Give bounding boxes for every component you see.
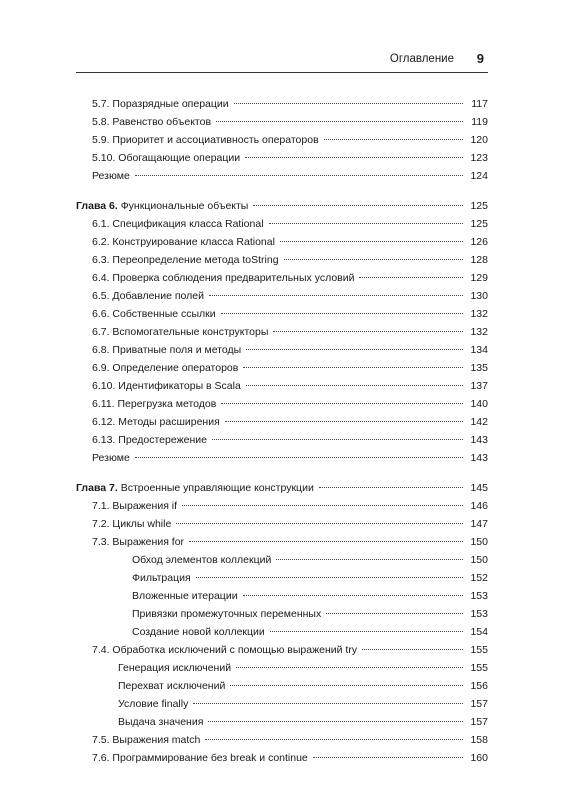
toc-entry-title [92, 641, 357, 659]
dot-leader [216, 121, 463, 122]
toc-page-number: 125 [470, 218, 488, 230]
dot-leader [225, 421, 463, 422]
dot-leader [280, 241, 463, 242]
toc-entry-title [92, 149, 240, 167]
toc-page-number: 140 [470, 398, 488, 410]
toc-page-number: 150 [470, 554, 488, 566]
toc-chapter-entry[interactable] [76, 479, 488, 497]
toc-entry-title [92, 449, 130, 467]
toc-page-number: 153 [470, 608, 488, 620]
toc-entry[interactable] [76, 533, 488, 551]
toc-entry-text: 6.6. Собственные ссылки [92, 308, 216, 320]
toc-entry[interactable] [76, 287, 488, 305]
toc-page-number: 158 [470, 734, 488, 746]
toc-page-number: 155 [470, 644, 488, 656]
dot-leader [324, 139, 463, 140]
toc-entry-title [92, 731, 200, 749]
toc-entry-title [92, 95, 229, 113]
dot-leader [313, 757, 463, 758]
toc-entry-text: 6.4. Проверка соблюдения предварительных условий [92, 272, 355, 284]
toc-entry-text: 5.8. Равенство объектов [92, 116, 212, 128]
toc-entry-title [92, 533, 184, 551]
toc-page-number: 156 [470, 680, 488, 692]
dot-leader [359, 277, 463, 278]
chapter-number: Глава 6. [76, 200, 118, 212]
dot-leader [176, 523, 463, 524]
dot-leader [135, 457, 463, 458]
dot-leader [243, 367, 463, 368]
dot-leader [234, 103, 463, 104]
dot-leader [362, 649, 463, 650]
toc-page-number: 129 [470, 272, 488, 284]
dot-leader [326, 613, 463, 614]
toc-entry-title [118, 677, 225, 695]
toc-entry-title [92, 377, 241, 395]
toc-entry-title [92, 323, 268, 341]
toc-entry[interactable] [76, 641, 488, 659]
toc-entry-title [92, 413, 220, 431]
toc-entry-title [76, 479, 314, 497]
running-header [76, 50, 488, 73]
toc-entry-text: 6.2. Конструирование класса Rational [92, 236, 275, 248]
toc-entry-title [92, 431, 207, 449]
toc-page-number: 146 [470, 500, 488, 512]
dot-leader [135, 175, 463, 176]
toc-entry[interactable] [76, 497, 488, 515]
toc-page-number: 130 [470, 290, 488, 302]
chapter-number: Глава 7. [76, 482, 118, 494]
toc-entry-text: Привязки промежуточных переменных [132, 608, 322, 620]
dot-leader [246, 349, 463, 350]
table-of-contents [76, 95, 488, 767]
dot-leader [230, 685, 463, 686]
toc-page-number: 119 [471, 116, 488, 128]
toc-entry-title [92, 305, 216, 323]
toc-entry-text: 7.5. Выражения match [92, 734, 201, 746]
toc-page-number: 142 [470, 416, 488, 428]
toc-entry-text: Выдача значения [118, 716, 204, 728]
toc-page-number: 157 [470, 698, 488, 710]
dot-leader [193, 703, 463, 704]
toc-entry[interactable] [76, 377, 488, 395]
toc-entry-text: 6.1. Спецификация класса Rational [92, 218, 264, 230]
toc-page-number: 145 [470, 482, 488, 494]
toc-entry[interactable] [76, 431, 488, 449]
toc-entry-text: 7.6. Программирование без break и continue [92, 752, 308, 764]
toc-entry[interactable] [76, 323, 488, 341]
toc-entry-title [92, 131, 319, 149]
toc-entry[interactable] [76, 623, 488, 641]
toc-entry-text: Создание новой коллекции [132, 626, 265, 638]
dot-leader [245, 157, 463, 158]
toc-page-number: 134 [470, 344, 488, 356]
toc-entry-title [92, 167, 130, 185]
dot-leader [269, 223, 463, 224]
toc-entry-title [92, 341, 241, 359]
toc-entry-text: 7.2. Циклы while [92, 518, 172, 530]
toc-entry-text: Перехват исключений [118, 680, 226, 692]
toc-chapter-entry[interactable] [76, 197, 488, 215]
dot-leader [270, 631, 463, 632]
toc-entry-text: 7.3. Выражения for [92, 536, 185, 548]
toc-entry-title [132, 623, 265, 641]
dot-leader [196, 577, 463, 578]
toc-entry[interactable] [76, 449, 488, 467]
dot-leader [212, 439, 463, 440]
toc-entry-text: Условие finally [118, 698, 189, 710]
toc-page-number: 155 [470, 662, 488, 674]
toc-entry-title [118, 713, 203, 731]
toc-entry-title [92, 113, 211, 131]
toc-entry[interactable] [76, 149, 488, 167]
page-number: 9 [476, 51, 484, 66]
toc-page-number: 143 [470, 452, 488, 464]
toc-page-number: 124 [470, 170, 488, 182]
toc-entry[interactable] [76, 269, 488, 287]
dot-leader [209, 295, 463, 296]
toc-entry[interactable] [76, 215, 488, 233]
dot-leader [253, 205, 463, 206]
toc-entry[interactable] [76, 413, 488, 431]
toc-page-number: 152 [470, 572, 488, 584]
toc-entry[interactable] [76, 677, 488, 695]
toc-entry[interactable] [76, 659, 488, 677]
dot-leader [319, 487, 463, 488]
toc-page-number: 147 [470, 518, 488, 530]
toc-entry[interactable] [76, 605, 488, 623]
dot-leader [243, 595, 463, 596]
toc-entry-title [132, 605, 321, 623]
toc-entry-title [92, 497, 177, 515]
toc-entry-text: 6.12. Методы расширения [92, 416, 220, 428]
toc-entry-title [92, 749, 308, 767]
toc-entry-title [92, 515, 171, 533]
toc-page-number: 153 [470, 590, 488, 602]
toc-entry-title [118, 659, 231, 677]
toc-entry[interactable] [76, 515, 488, 533]
dot-leader [221, 313, 463, 314]
toc-page-number: 137 [470, 380, 488, 392]
toc-entry[interactable] [76, 551, 488, 569]
toc-entry-text: 6.7. Вспомогательные конструкторы [92, 326, 269, 338]
toc-entry[interactable] [76, 251, 488, 269]
toc-entry[interactable] [76, 569, 488, 587]
toc-entry-text: 7.1. Выражения if [92, 500, 178, 512]
toc-entry-text: 5.7. Поразрядные операции [92, 98, 229, 110]
toc-page-number: 125 [470, 200, 488, 212]
dot-leader [208, 721, 463, 722]
toc-page-number: 117 [471, 98, 488, 110]
dot-leader [221, 403, 463, 404]
toc-entry[interactable] [76, 749, 488, 767]
toc-page-number: 123 [470, 152, 488, 164]
dot-leader [246, 385, 463, 386]
toc-entry-title [92, 269, 354, 287]
group-gap [76, 467, 488, 479]
dot-leader [276, 559, 463, 560]
dot-leader [182, 505, 463, 506]
toc-entry[interactable] [76, 395, 488, 413]
toc-entry[interactable] [76, 95, 488, 113]
toc-entry-title [92, 251, 279, 269]
toc-entry-text: 5.10. Обогащающие операции [92, 152, 241, 164]
toc-entry[interactable] [76, 305, 488, 323]
toc-entry-text: 6.9. Определение операторов [92, 362, 239, 374]
toc-page-number: 154 [470, 626, 488, 638]
toc-page-number: 157 [470, 716, 488, 728]
toc-entry-text: Фильтрация [132, 572, 191, 584]
toc-entry-text: Функциональные объекты [120, 200, 249, 212]
toc-entry-title [76, 197, 248, 215]
toc-entry-title [132, 569, 191, 587]
toc-entry-text: 6.3. Переопределение метода toString [92, 254, 279, 266]
toc-page-number: 132 [470, 326, 488, 338]
toc-entry[interactable] [76, 113, 488, 131]
toc-entry[interactable] [76, 233, 488, 251]
toc-entry-text: Резюме [92, 170, 130, 182]
dot-leader [189, 541, 463, 542]
toc-entry-title [92, 215, 264, 233]
toc-page-number: 126 [470, 236, 488, 248]
toc-entry[interactable] [76, 341, 488, 359]
toc-entry-text: Обход элементов коллекций [132, 554, 272, 566]
toc-page-number: 135 [470, 362, 488, 374]
toc-page-number: 150 [470, 536, 488, 548]
toc-entry[interactable] [76, 131, 488, 149]
dot-leader [205, 739, 463, 740]
toc-entry-text: 6.11. Перегрузка методов [92, 398, 217, 410]
toc-entry-title [92, 287, 204, 305]
toc-entry[interactable] [76, 695, 488, 713]
toc-entry-text: 6.5. Добавление полей [92, 290, 204, 302]
toc-page-number: 143 [470, 434, 488, 446]
toc-entry-text: 7.4. Обработка исключений с помощью выражений try [92, 644, 358, 656]
toc-page-number: 120 [470, 134, 488, 146]
dot-leader [236, 667, 463, 668]
toc-entry[interactable] [76, 731, 488, 749]
dot-leader [273, 331, 463, 332]
toc-entry[interactable] [76, 359, 488, 377]
toc-entry-text: Генерация исключений [118, 662, 232, 674]
toc-page-number: 128 [470, 254, 488, 266]
toc-entry-title [92, 233, 275, 251]
toc-entry-title [92, 359, 238, 377]
toc-entry[interactable] [76, 167, 488, 185]
toc-entry-text: Резюме [92, 452, 130, 464]
toc-entry-text: Вложенные итерации [132, 590, 238, 602]
toc-entry-text: 6.13. Предостережение [92, 434, 207, 446]
group-gap [76, 185, 488, 197]
running-header-section: Оглавление [389, 53, 454, 65]
dot-leader [284, 259, 463, 260]
toc-entry-text: Встроенные управляющие конструкции [120, 482, 314, 494]
toc-entry-title [118, 695, 188, 713]
toc-entry-text: 6.8. Приватные поля и методы [92, 344, 242, 356]
toc-entry[interactable] [76, 587, 488, 605]
toc-entry[interactable] [76, 713, 488, 731]
toc-entry-text: 6.10. Идентификаторы в Scala [92, 380, 241, 392]
toc-entry-title [132, 551, 271, 569]
toc-page-number: 132 [470, 308, 488, 320]
toc-entry-title [132, 587, 238, 605]
toc-entry-text: 5.9. Приоритет и ассоциативность операторов [92, 134, 319, 146]
toc-entry-title [92, 395, 216, 413]
toc-page-number: 160 [470, 752, 488, 764]
